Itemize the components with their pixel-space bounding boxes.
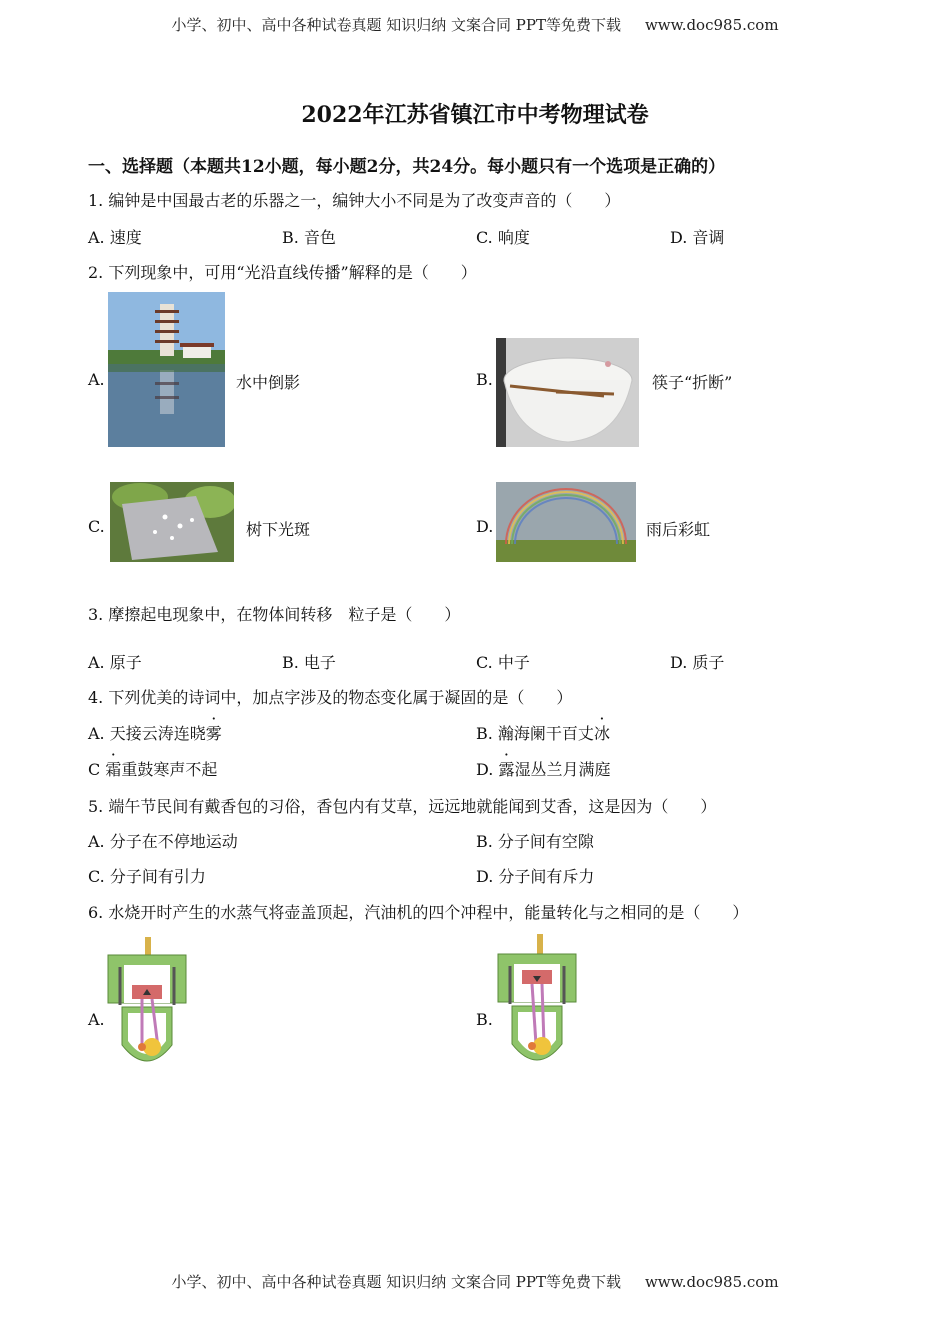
q2-label-c: C.	[88, 517, 105, 536]
q2-caption-b: 筷子“折断”	[652, 373, 733, 392]
pagoda-reflection-photo	[108, 292, 225, 447]
chopstick-bowl-photo	[496, 338, 639, 447]
rainbow-photo	[496, 482, 636, 562]
page-title: 2022年江苏省镇江市中考物理试卷	[301, 102, 649, 128]
q2-label-d: D.	[476, 517, 494, 536]
engine-stroke-diagram-a	[106, 935, 188, 1077]
q4-b-dotted-char: 冰	[593, 724, 610, 743]
q4-option-b	[476, 721, 610, 744]
q4-a-dotted-char: 雾	[205, 724, 222, 743]
q2-label-b: B.	[476, 370, 493, 389]
q6-label-b: B.	[476, 1010, 493, 1029]
q5-option-c: C. 分子间有引力	[88, 867, 206, 886]
q5-option-d: D. 分子间有斥力	[476, 867, 595, 886]
q5-stem: 5. 端午节民间有戴香包的习俗，香包内有艾草，远远地就能闻到艾香，这是因为（ ）	[88, 797, 717, 816]
q1-option-a: A. 速度	[88, 228, 142, 247]
q4-option-a	[88, 721, 222, 744]
q2-caption-d: 雨后彩虹	[646, 520, 711, 539]
q4-c-label: C	[88, 760, 106, 779]
q3-option-c: C. 中子	[476, 653, 530, 672]
page-header	[0, 14, 950, 35]
q1-stem: 1. 编钟是中国最古老的乐器之一，编钟大小不同是为了改变声音的（ ）	[88, 191, 621, 210]
q2-stem: 2. 下列现象中，可用“光沿直线传播”解释的是（ ）	[88, 263, 477, 282]
q4-option-d	[476, 757, 610, 780]
q4-d-dotted-char: 露	[498, 760, 515, 779]
q2-label-a: A.	[88, 370, 105, 389]
q1-option-d: D. 音调	[670, 228, 725, 247]
q1-option-c: C. 响度	[476, 228, 530, 247]
q4-stem: 4. 下列优美的诗词中，加点字涉及的物态变化属于凝固的是（ ）	[88, 688, 573, 707]
footer-site[interactable]: www.doc985.com	[644, 1273, 779, 1291]
engine-stroke-diagram-b	[496, 932, 578, 1077]
q6-label-a: A.	[88, 1010, 105, 1029]
q3-option-b: B. 电子	[282, 653, 336, 672]
q4-d-text: 湿丛兰月满庭	[514, 760, 611, 779]
footer-text: 小学、初中、高中各种试卷真题 知识归纳 文案合同 PPT等免费下载	[171, 1273, 621, 1291]
q2-caption-c: 树下光斑	[246, 520, 311, 539]
q4-b-text: B. 瀚海阑干百丈	[476, 724, 594, 743]
q4-c-dotted-char: 霜	[105, 760, 122, 779]
q3-stem: 3. 摩擦起电现象中，在物体间转移 粒子是（ ）	[88, 605, 461, 624]
q4-option-c	[88, 757, 217, 780]
q4-d-label: D.	[476, 760, 499, 779]
q2-caption-a: 水中倒影	[236, 373, 301, 392]
q5-option-b: B. 分子间有空隙	[476, 832, 594, 851]
q3-option-a: A. 原子	[88, 653, 142, 672]
q4-c-text: 重鼓寒声不起	[121, 760, 218, 779]
header-site[interactable]: www.doc985.com	[644, 16, 779, 34]
header-text: 小学、初中、高中各种试卷真题 知识归纳 文案合同 PPT等免费下载	[171, 16, 621, 34]
q5-option-a: A. 分子在不停地运动	[88, 832, 238, 851]
q4-a-text: A. 天接云涛连晓	[88, 724, 206, 743]
q1-option-b: B. 音色	[282, 228, 336, 247]
q3-option-d: D. 质子	[670, 653, 725, 672]
page-footer	[0, 1271, 950, 1292]
q6-stem: 6. 水烧开时产生的水蒸气将壶盖顶起，汽油机的四个冲程中，能量转化与之相同的是（ ）	[88, 903, 749, 922]
section-heading: 一、选择题（本题共12小题，每小题2分，共24分。每小题只有一个选项是正确的）	[88, 157, 726, 177]
light-spots-photo	[110, 482, 234, 562]
